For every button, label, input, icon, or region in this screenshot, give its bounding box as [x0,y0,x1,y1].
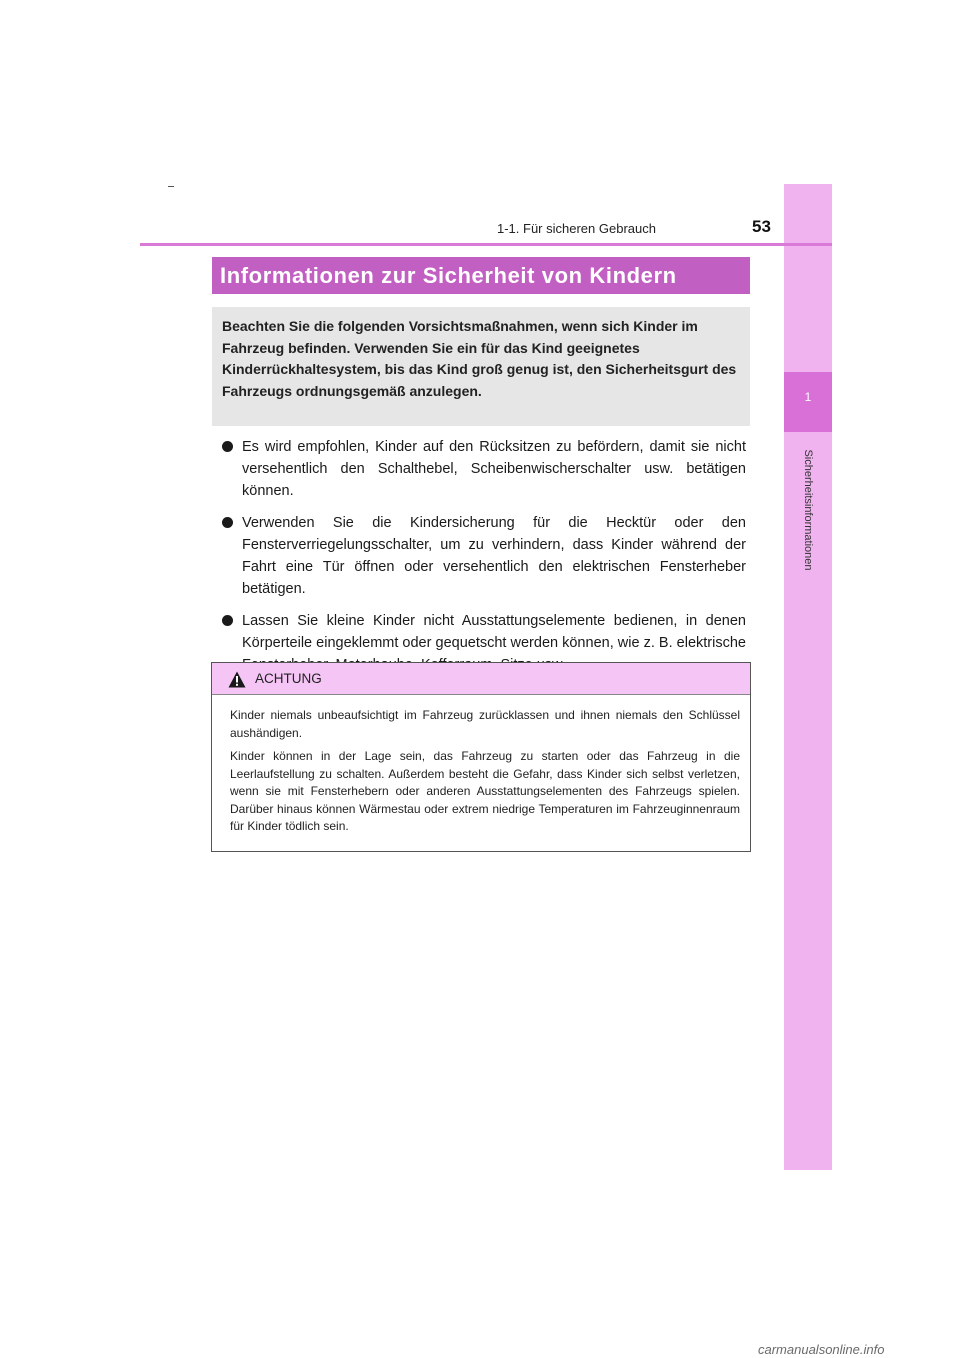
intro-box [212,307,750,426]
header-divider [140,243,832,246]
list-item [222,436,746,502]
section-number: 1 [804,390,812,404]
running-header: 1-1. Für sicheren Gebrauch [497,221,656,236]
bullet-text: Lassen Sie kleine Kinder nicht Ausstattungselemente bedienen, in denen Körperteile eingeklemmt oder gequetscht werden können, wie z. B. elektrische [242,613,746,651]
section-label: Sicherheitsinformationen [802,449,814,571]
bullet-icon [222,441,233,452]
warning-box [211,662,751,852]
warning-paragraph: Kinder können in der Lage sein, das Fahrzeug zu starten oder das Fahrzeug in die Leerlaufstellung zu schalten. Außerdem besteht die Gefahr, dass Kinder sich selbst verletzen, wenn sie mit Fensterhebern oder anderen Ausstattungselementen des Fahrzeugs spielen. Darüber hinaus können Wärmestau oder extrem niedrige Temperaturen im Fahrzeuginnenraum für Kinder tödlich sein. [230,749,740,833]
bullet-list [222,436,746,686]
bullet-icon [222,517,233,528]
warning-paragraph: Kinder niemals unbeaufsichtigt im Fahrzeug zurücklassen und ihnen niemals den Schlüssel aushändigen. [230,708,740,740]
warning-body [212,695,750,836]
list-item [222,512,746,600]
bullet-text: Es wird empfohlen, Kinder auf den Rücksitzen zu befördern, damit sie nicht versehentlich den Schalthebel, Scheibenwischerschalter usw. betätigen können. [242,439,746,499]
page-title: Informationen zur Sicherheit von Kindern [220,262,677,288]
bullet-icon [222,615,233,626]
warning-header [212,663,750,695]
warning-title: ACHTUNG [255,671,322,686]
section-side-tab [784,184,832,1170]
title-bar [212,257,750,294]
bullet-text: Verwenden Sie die Kindersicherung für die Hecktür oder den Fensterverriegelungsschalter, um zu verhindern, dass Kinder während der Fahrt eine Tür öffnen oder versehentlich den elektrischen Fensterheber betätigen. [242,515,746,597]
page-corner-mark [168,186,174,187]
intro-text: Beachten Sie die folgenden Vorsichtsmaßnahmen, wenn sich Kinder im Fahrzeug befinden. Verwenden Sie ein für das Kind geeignetes Kinderrückhaltesystem, bis das Kind groß genug ist, den Sicherheitsgurt des Fahrzeugs ordnungsgemäß anzulegen. [222,318,737,399]
page-number: 53 [752,217,771,236]
warning-triangle-icon [228,671,246,688]
footer-watermark: carmanualsonline.info [758,1342,885,1357]
